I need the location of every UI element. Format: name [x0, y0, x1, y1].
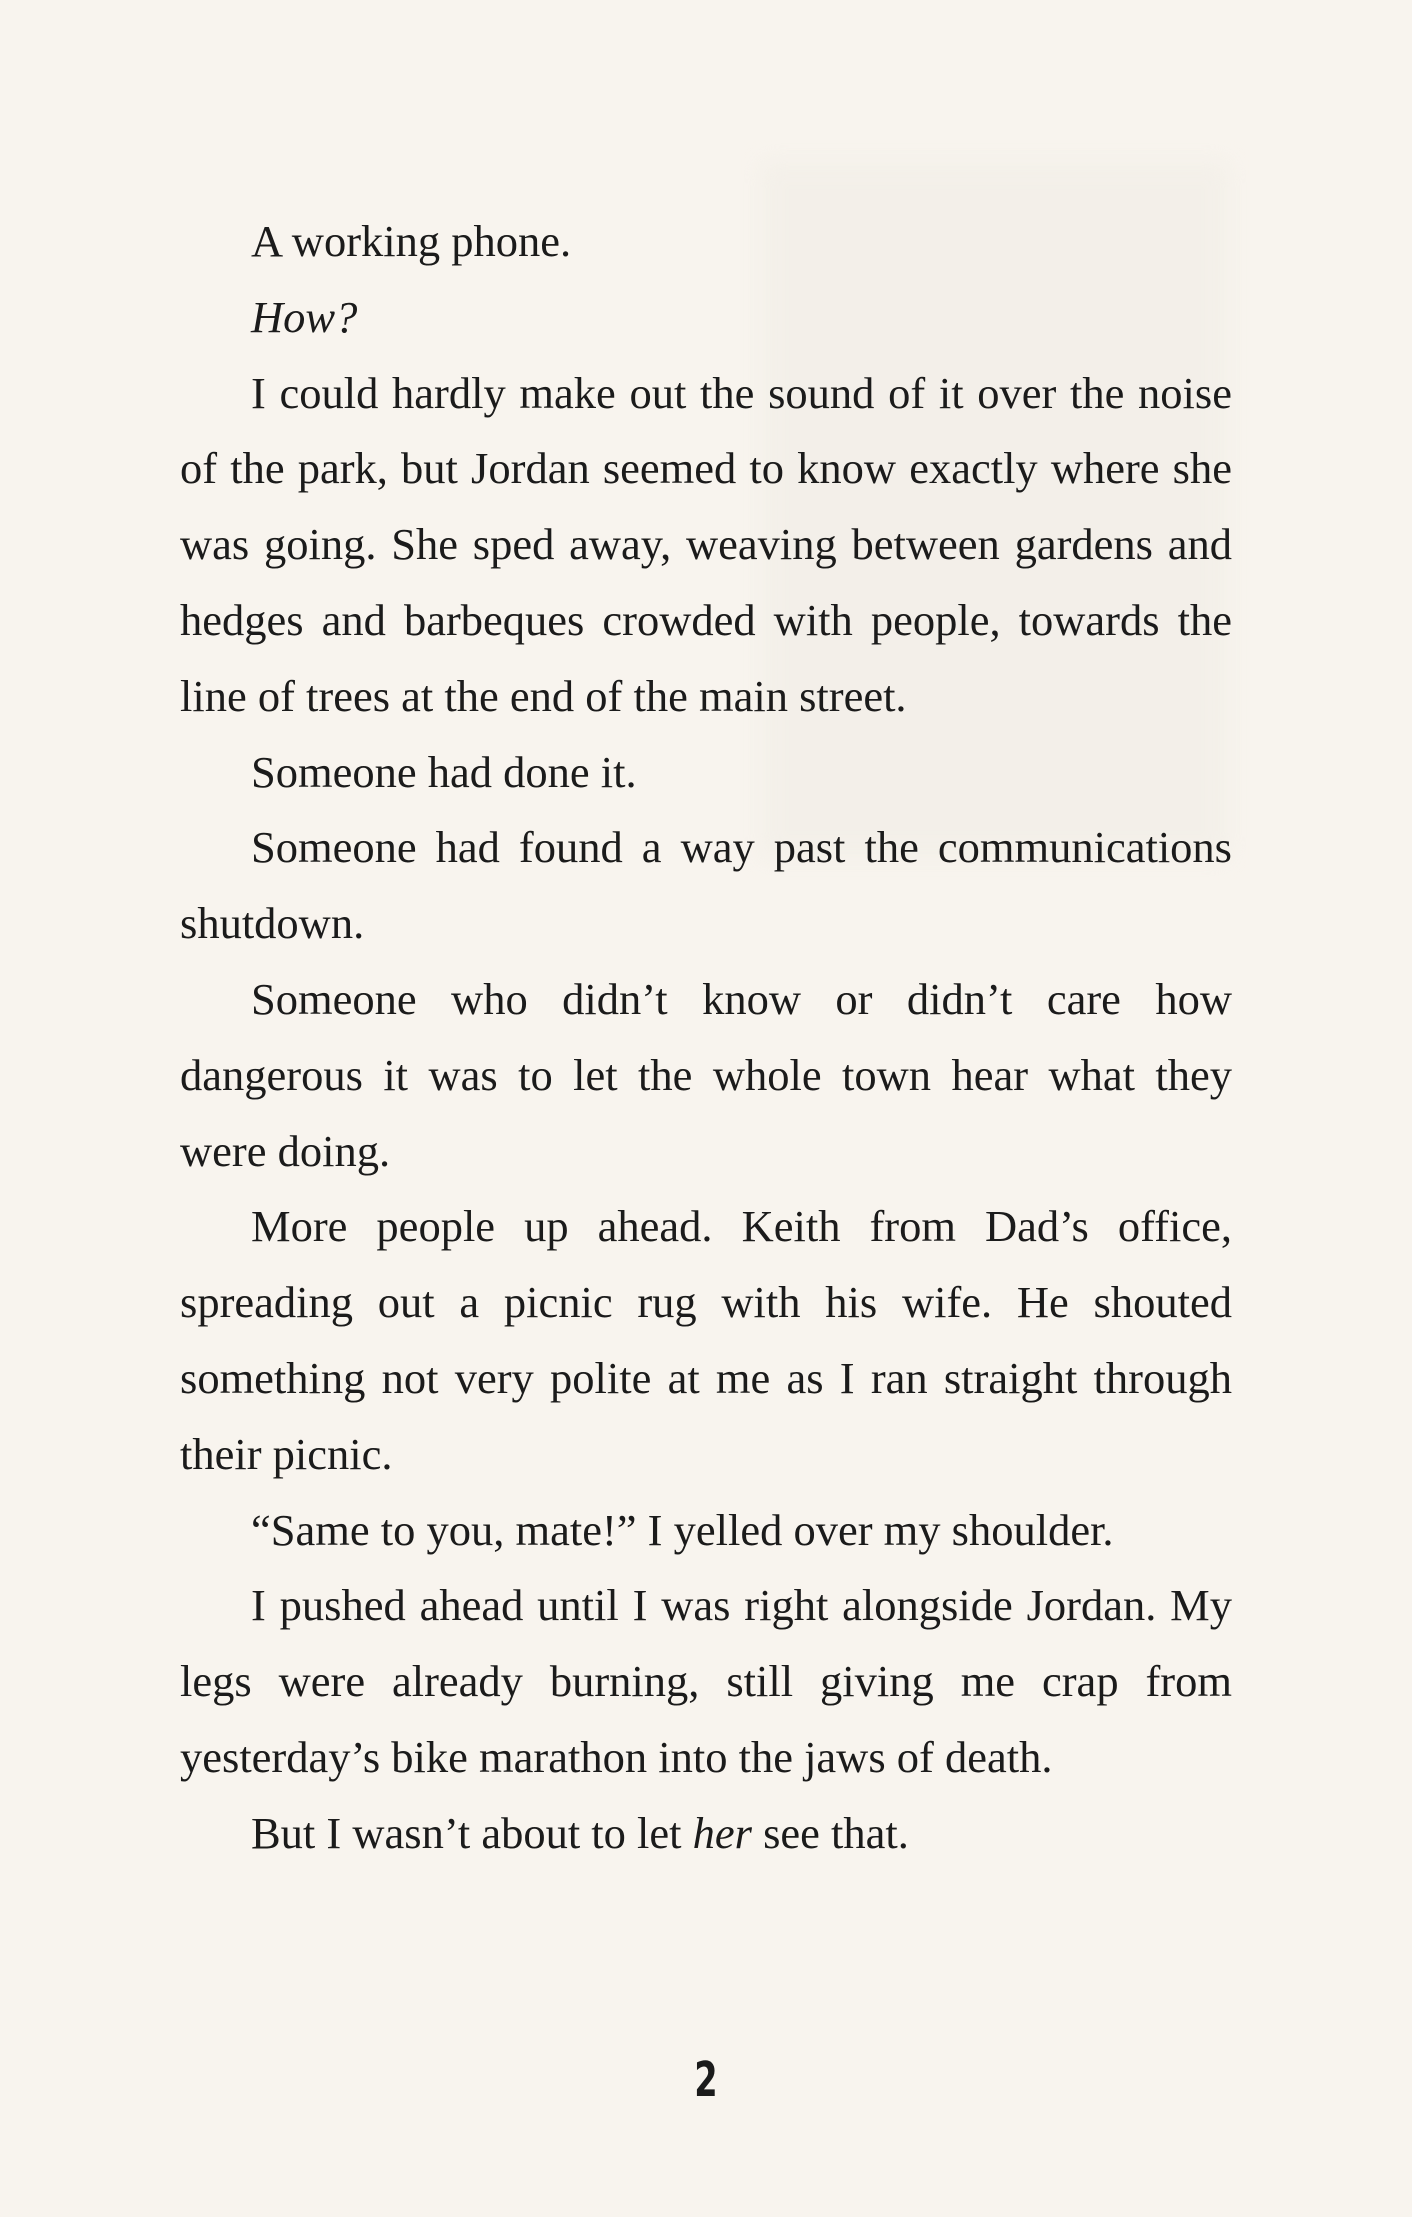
page-number: 2	[694, 2052, 718, 2108]
paragraph: A working phone.	[251, 216, 572, 266]
paragraph: I could hardly make out the sound of it over the noise of the park, but Jordan seemed to know exactly where she was going. She sped away, weaving between gardens and hedges and barbeques crowded with people, towards the line of trees at the end of the main street.	[180, 367, 1232, 721]
paragraph	[180, 280, 1232, 356]
paragraph	[180, 1796, 1232, 1872]
body-text	[180, 204, 1232, 1872]
italic-text: her	[692, 1807, 752, 1858]
italic-text: How?	[251, 291, 358, 342]
paragraph-text-before: But I wasn’t about to let	[251, 1807, 693, 1858]
paragraph: Someone had done it.	[251, 746, 637, 797]
paragraph: “Same to you, mate!” I yelled over my shoulder.	[251, 1504, 1114, 1555]
paragraph: Someone who didn’t know or didn’t care how dangerous it was to let the whole town hear what they were doing.	[180, 973, 1232, 1176]
paragraph: Someone had found a way past the communications shutdown.	[180, 822, 1232, 949]
paragraph: More people up ahead. Keith from Dad’s office, spreading out a picnic rug with his wife. He shouted something not very polite at me as I ran straight through their picnic.	[180, 1201, 1232, 1479]
paragraph-text-after: see that.	[751, 1807, 909, 1858]
paragraph: I pushed ahead until I was right alongside Jordan. My legs were already burning, still giving me crap from yesterday’s bike marathon into the jaws of death.	[180, 1580, 1232, 1782]
